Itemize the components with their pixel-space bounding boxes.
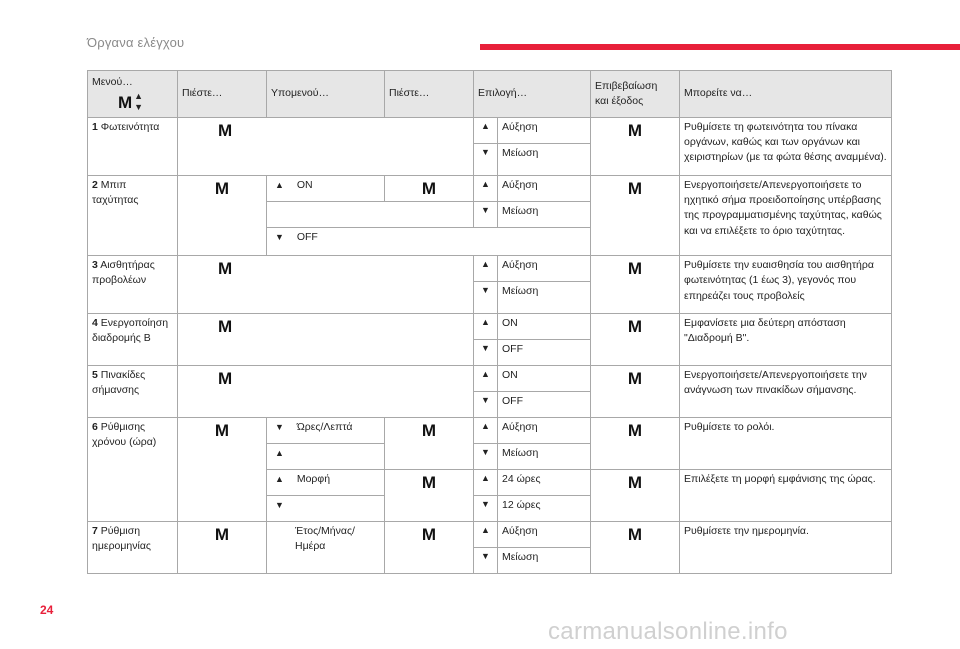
menu-button-icon: [92, 91, 173, 113]
menu-cell: 1 Φωτεινότητα: [88, 118, 178, 176]
arrow-up-icon: ▲: [474, 522, 498, 548]
submenu-cell: ▲ ON: [267, 176, 385, 202]
arrow-up-icon: ▲: [474, 256, 498, 282]
option-cell: Αύξηση: [498, 256, 591, 282]
submenu-cell: ▼ Ώρες/Λεπτά: [267, 418, 385, 444]
menu-cell: 7 Ρύθμιση ημερομηνίας: [88, 522, 178, 574]
description-cell: Ενεργοποιήσετε/Απενεργοποιήσετε την ανάγνωση των πινακίδων σήμανσης.: [680, 366, 892, 418]
col-confirm-line2: και έξοδος: [595, 95, 644, 107]
menu-cell: 2 Μπιπ ταχύτητας: [88, 176, 178, 256]
description-cell: Ρυθμίσετε τη φωτεινότητα του πίνακα οργάνων, καθώς και των οργάνων και χειριστηρίων (με τα φώτα θέσης αναμμένα).: [680, 118, 892, 176]
arrow-down-icon: ▼: [474, 144, 498, 176]
col-can: Μπορείτε να…: [680, 71, 892, 118]
m-button-icon: M: [118, 93, 133, 113]
option-cell: OFF: [498, 392, 591, 418]
m-button-icon: M: [627, 473, 643, 493]
option-cell: 24 ώρες: [498, 470, 591, 496]
m-button-icon: M: [218, 121, 233, 140]
watermark: carmanualsonline.info: [548, 618, 788, 645]
arrow-up-icon: ▲: [275, 448, 284, 459]
option-cell: Αύξηση: [498, 176, 591, 202]
m-button-icon: M: [218, 259, 233, 279]
table-row: [88, 366, 892, 392]
m-button-icon: M: [627, 121, 643, 140]
m-button-icon: M: [421, 179, 437, 198]
press-cell: [178, 118, 474, 176]
confirm-cell: [591, 522, 680, 574]
table-row: [88, 418, 892, 444]
m-button-icon: M: [218, 369, 233, 389]
confirm-cell: [591, 314, 680, 366]
arrow-up-icon: ▲: [275, 180, 284, 190]
option-cell: Μείωση: [498, 202, 591, 228]
m-button-icon: M: [627, 421, 643, 441]
accent-bar: [480, 44, 960, 50]
arrow-down-icon: ▼: [474, 496, 498, 522]
arrow-down-icon: ▼: [474, 202, 498, 228]
col-confirm: [591, 71, 680, 118]
option-cell: 12 ώρες: [498, 496, 591, 522]
menu-settings-table: [87, 70, 892, 574]
col-menu: [88, 71, 178, 118]
submenu-cell: [267, 496, 385, 522]
m-button-icon: M: [627, 259, 643, 279]
arrow-down-icon: ▼: [474, 282, 498, 314]
arrow-down-icon: ▼: [134, 101, 144, 112]
arrow-up-icon: ▲: [474, 470, 498, 496]
option-cell: Αύξηση: [498, 118, 591, 144]
option-cell: Μείωση: [498, 282, 591, 314]
m-button-icon: M: [421, 525, 437, 545]
menu-cell: 5 Πινακίδες σήμανσης: [88, 366, 178, 418]
option-cell: ON: [498, 366, 591, 392]
table-row: [88, 256, 892, 282]
option-cell: Μείωση: [498, 548, 591, 574]
col-select: Επιλογή…: [474, 71, 591, 118]
submenu-cell: ▼ OFF: [267, 228, 591, 256]
press-cell: [385, 176, 474, 202]
confirm-cell: [591, 118, 680, 176]
description-cell: Ενεργοποιήσετε/Απενεργοποιήσετε το ηχητικό σήμα προειδοποίησης υπέρβασης της προγραμματισμένης ταχύτητας, καθώς και να επιλέξετε το όριο ταχύτητας.: [680, 176, 892, 256]
press-cell: [178, 176, 267, 256]
arrow-down-icon: ▼: [275, 500, 284, 511]
press-cell: [385, 522, 474, 574]
col-menu-label: Μενού…: [92, 76, 133, 89]
page-number: 24: [40, 603, 54, 617]
option-cell: Μείωση: [498, 444, 591, 470]
table-header-row: [88, 71, 892, 118]
press-cell: [178, 418, 267, 522]
m-button-icon: M: [218, 317, 233, 337]
section-title: Όργανα ελέγχου: [87, 35, 185, 50]
option-cell: ON: [498, 314, 591, 340]
arrow-up-icon: ▲: [474, 314, 498, 340]
description-cell: Εμφανίσετε μια δεύτερη απόσταση "Διαδρομή B".: [680, 314, 892, 366]
table-row: [88, 314, 892, 340]
arrow-up-icon: ▲: [474, 118, 498, 144]
arrow-down-icon: ▼: [474, 548, 498, 574]
submenu-cell: [267, 444, 385, 470]
press-cell: [178, 256, 474, 314]
col-submenu: Υπομενού…: [267, 71, 385, 118]
confirm-cell: [591, 256, 680, 314]
arrow-down-icon: ▼: [474, 444, 498, 470]
description-cell: Επιλέξετε τη μορφή εμφάνισης της ώρας.: [680, 470, 892, 522]
m-button-icon: M: [627, 317, 643, 337]
col-confirm-line1: Επιβεβαίωση: [595, 79, 658, 92]
col-press-2: Πιέστε…: [385, 71, 474, 118]
press-cell: [385, 470, 474, 522]
description-cell: Ρυθμίσετε την ευαισθησία του αισθητήρα φωτεινότητας (1 έως 3), γεγονός που επηρεάζει τους προβολείς: [680, 256, 892, 314]
confirm-cell: [591, 176, 680, 256]
empty-cell: [267, 202, 474, 228]
option-cell: Αύξηση: [498, 418, 591, 444]
confirm-cell: [591, 418, 680, 470]
m-button-icon: M: [214, 421, 230, 441]
arrow-up-icon: ▲: [474, 366, 498, 392]
m-button-icon: M: [421, 473, 437, 493]
press-cell: [385, 418, 474, 470]
menu-cell: 4 Ενεργοποίηση διαδρομής B: [88, 314, 178, 366]
arrow-down-icon: ▼: [275, 422, 284, 433]
m-button-icon: M: [627, 525, 643, 545]
m-button-icon: M: [627, 179, 643, 198]
submenu-cell: ▲ Μορφή: [267, 470, 385, 496]
arrow-up-icon: ▲: [275, 474, 284, 485]
m-button-icon: M: [214, 179, 230, 198]
option-cell: Αύξηση: [498, 522, 591, 548]
table-row: [88, 118, 892, 144]
arrow-up-icon: ▲: [474, 176, 498, 202]
arrow-down-icon: ▼: [474, 340, 498, 366]
option-cell: Μείωση: [498, 144, 591, 176]
description-cell: Ρυθμίσετε το ρολόι.: [680, 418, 892, 470]
arrow-up-icon: ▲: [474, 418, 498, 444]
table-row: [88, 522, 892, 548]
submenu-cell: Έτος/Μήνας/ Ημέρα: [267, 522, 385, 574]
press-cell: [178, 314, 474, 366]
arrow-up-icon: ▲: [134, 90, 144, 101]
confirm-cell: [591, 366, 680, 418]
col-press-1: Πιέστε…: [178, 71, 267, 118]
description-cell: Ρυθμίσετε την ημερομηνία.: [680, 522, 892, 574]
menu-cell: 3 Αισθητήρας προβολέων: [88, 256, 178, 314]
press-cell: [178, 522, 267, 574]
arrow-down-icon: ▼: [275, 232, 284, 243]
m-button-icon: M: [421, 421, 437, 441]
m-button-icon: M: [627, 369, 643, 389]
table-row: [88, 176, 892, 202]
arrow-down-icon: ▼: [474, 392, 498, 418]
confirm-cell: [591, 470, 680, 522]
menu-cell: 6 Ρύθμισης χρόνου (ώρα): [88, 418, 178, 522]
m-button-icon: M: [214, 525, 230, 545]
press-cell: [178, 366, 474, 418]
option-cell: OFF: [498, 340, 591, 366]
